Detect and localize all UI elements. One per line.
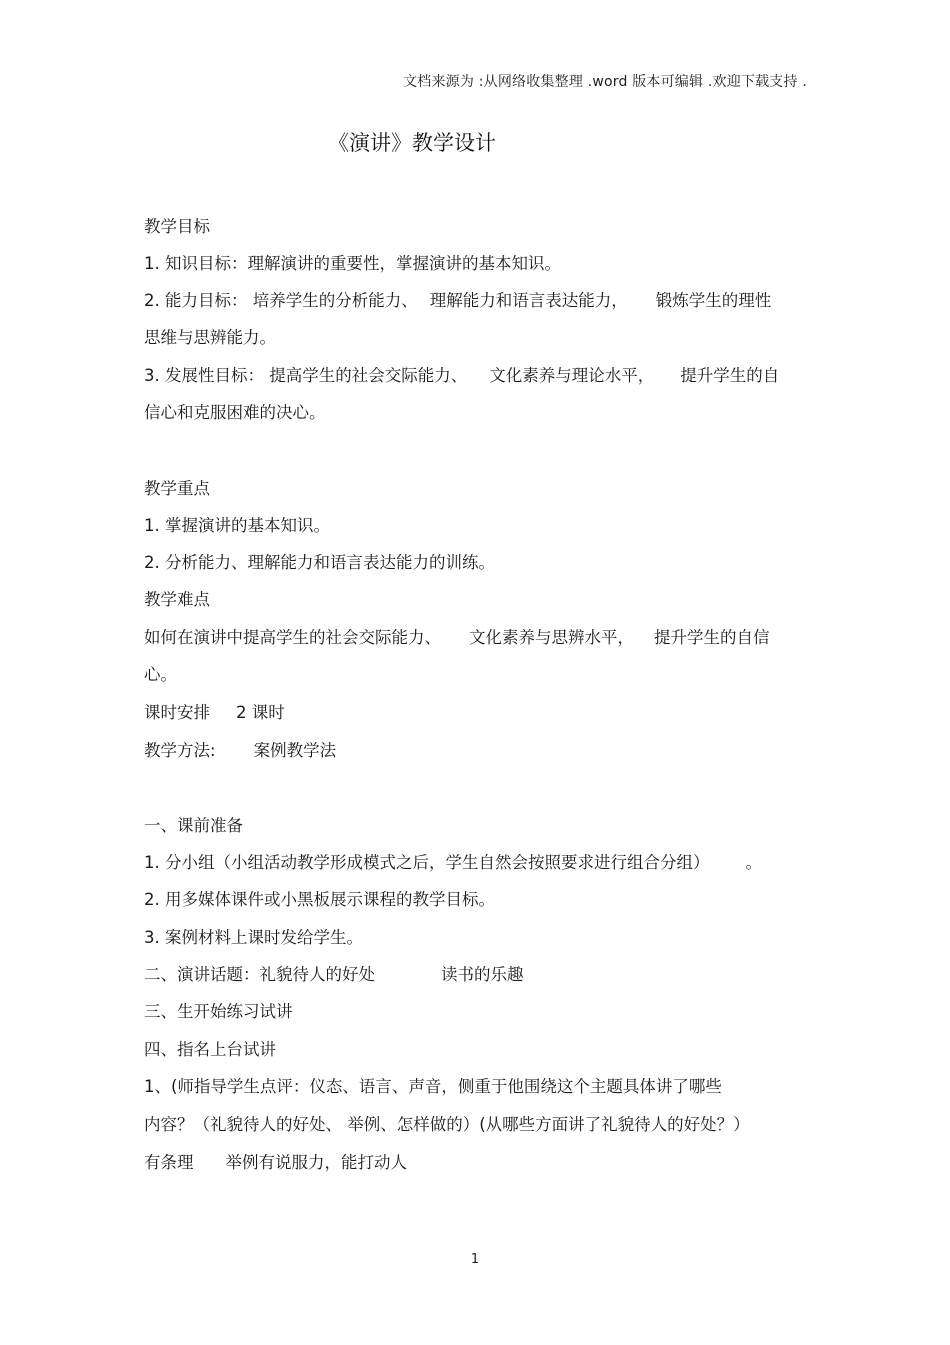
- difficult-text-cont: 心。: [144, 665, 177, 684]
- topic-part1: 二、演讲话题：礼貌待人的好处: [144, 965, 375, 984]
- goals-heading: 教学目标: [144, 217, 210, 236]
- method-value: 案例教学法: [253, 741, 337, 760]
- schedule-value: 2 课时: [236, 703, 285, 722]
- practice-line: 三、生开始练习试讲: [144, 1002, 293, 1021]
- difficult-part1: 如何在演讲中提高学生的社会交际能力、: [144, 628, 441, 647]
- comment-line-2: 内容？（礼貌待人的好处、 举例、怎样做的）(从哪些方面讲了礼貌待人的好处？）: [144, 1115, 750, 1134]
- goal-development-part3: 提升学生的自: [680, 366, 780, 385]
- trial-line: 四、指名上台试讲: [144, 1040, 276, 1059]
- document-title: 《演讲》教学设计: [328, 131, 496, 155]
- goal-knowledge: 1. 知识目标：理解演讲的重要性，掌握演讲的基本知识。: [144, 254, 561, 273]
- goal-ability-part1: 2. 能力目标： 培养学生的分析能力、: [144, 291, 418, 310]
- difficult-part2: 文化素养与思辨水平，: [469, 628, 634, 647]
- comment-part2: 举例有说服力，能打动人: [225, 1153, 407, 1172]
- method-line: [144, 737, 336, 761]
- schedule-label: 课时安排: [144, 703, 210, 722]
- method-label: 教学方法:: [144, 741, 216, 760]
- topic-part2: 读书的乐趣: [441, 965, 524, 984]
- comment-line-3: [144, 1149, 407, 1173]
- prep-item-3: 3. 案例材料上课时发给学生。: [144, 928, 363, 947]
- prep-item-1: [144, 849, 762, 873]
- difficult-text: [144, 624, 770, 648]
- comment-part1: 有条理: [144, 1153, 194, 1172]
- header-note: 文档来源为 :从网络收集整理 .word 版本可编辑 .欢迎下载支持 .: [403, 74, 807, 90]
- goal-ability: [144, 287, 771, 311]
- key-item-2: 2. 分析能力、理解能力和语言表达能力的训练。: [144, 553, 495, 572]
- goal-ability-part2: 理解能力和语言表达能力，: [429, 291, 628, 310]
- prep-heading: 一、课前准备: [144, 816, 243, 835]
- difficult-heading: 教学难点: [144, 590, 210, 609]
- goal-development-part1: 3. 发展性目标： 提高学生的社会交际能力、: [144, 366, 468, 385]
- goal-development-part2: 文化素养与理论水平，: [489, 366, 655, 385]
- schedule-line: [144, 699, 285, 723]
- goal-development-cont: 信心和克服困难的决心。: [144, 403, 326, 422]
- prep-item-1-text: 1. 分小组（小组活动教学形成模式之后，学生自然会按照要求进行组合分组）: [144, 853, 710, 872]
- goal-development: [144, 362, 779, 386]
- key-item-1: 1. 掌握演讲的基本知识。: [144, 516, 330, 535]
- goal-ability-cont: 思维与思辨能力。: [144, 328, 276, 347]
- prep-item-1-period: 。: [745, 853, 762, 872]
- key-heading: 教学重点: [144, 479, 210, 498]
- difficult-part3: 提升学生的自信: [654, 628, 770, 647]
- prep-item-2: 2. 用多媒体课件或小黑板展示课程的教学目标。: [144, 890, 495, 909]
- goal-ability-part3: 锻炼学生的理性: [655, 291, 772, 310]
- comment-line-1: 1、(师指导学生点评：仪态、语言、声音，侧重于他围绕这个主题具体讲了哪些: [144, 1077, 722, 1096]
- topic-line: [144, 961, 524, 985]
- page-number: 1: [470, 1252, 480, 1267]
